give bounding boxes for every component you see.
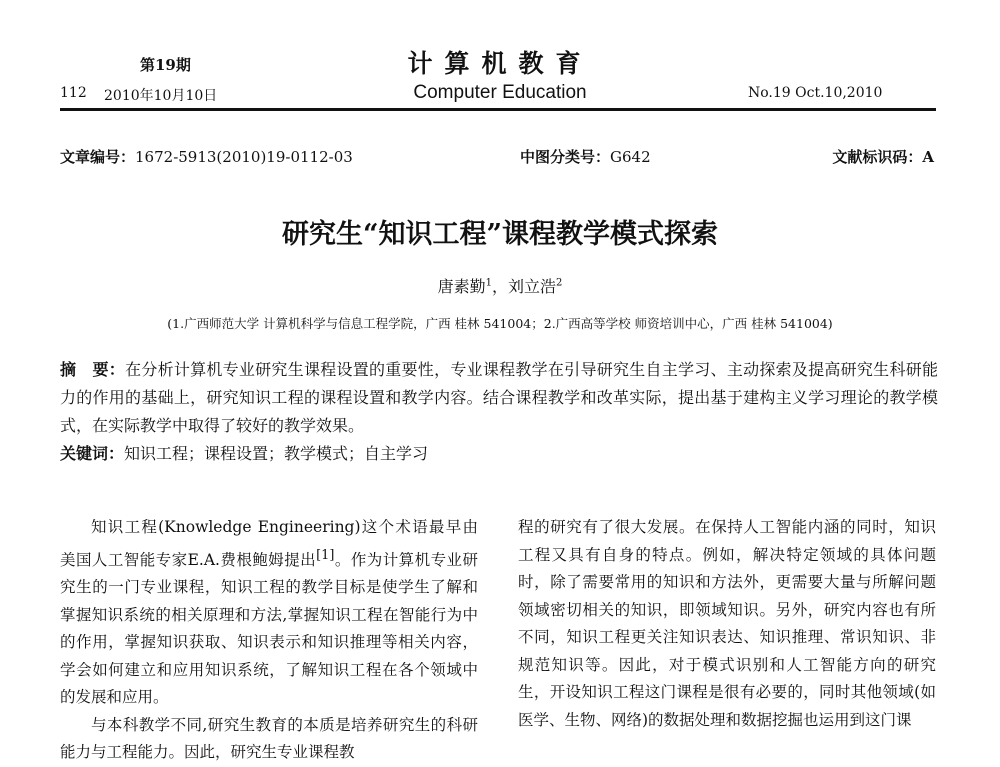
citation-ref: [1] (316, 547, 335, 563)
article-number (60, 146, 353, 167)
issue-number: No.19 Oct.10,2010 (748, 85, 883, 101)
article-number-value: 1672-5913(2010)19-0112-03 (135, 148, 353, 166)
document-code (832, 146, 934, 167)
header-rule (60, 108, 936, 111)
body-paragraph: 与本科教学不同,研究生教育的本质是培养研究生的科研能力与工程能力。因此，研究生专业课程教 (60, 715, 478, 762)
authors (0, 274, 1000, 297)
article-number-label: 文章编号： (60, 148, 136, 166)
abstract (60, 356, 938, 440)
body-column-right (518, 514, 936, 734)
article-title: 研究生“知识工程”课程教学模式探索 (281, 219, 719, 250)
keywords-text: 知识工程；课程设置；教学模式；自主学习 (124, 444, 429, 463)
author-2-affil-mark: 2 (556, 277, 563, 289)
clc-label: 中图分类号： (520, 148, 611, 166)
author-separator: ， (491, 277, 508, 296)
journal-subtitle: Computer Education (413, 82, 587, 103)
author-1: 唐素勤 (437, 277, 486, 296)
body-column-left (60, 514, 478, 767)
affiliations: (1.广西师范大学 计算机科学与信息工程学院，广西 桂林 541004；2.广西高等学校 师资培训中心，广西 桂林 541004) (167, 316, 833, 331)
publication-date: 2010年10月10日 (104, 88, 218, 104)
body-text: 知识工程(Knowledge Engineering)这个术语最早由美国人工智能专家E.A.费根鲍姆提出 (60, 518, 478, 569)
abstract-block (60, 356, 938, 468)
body-paragraph: 程的研究有了很大发展。在保持人工智能内涵的同时，知识工程又具有自身的特点。例如，解决特定领域的具体问题时，除了需要常用的知识和方法外，更需要大量与所解问题领域密切相关的知识，即领域知识。另外，研究内容也有所不同，知识工程更关注知识表达、知识推理、常识知识、非规范知识等。因此，对于模式识别和人工智能方向的研究生，开设知识工程这门课程是很有必要的，同时其他领域(如医学、生物、网络)的数据处理和数据挖掘也运用到这门课 (518, 518, 936, 729)
body-text: 。作为计算机专业研究生的一门专业课程，知识工程的教学目标是使学生了解和掌握知识系统的相关原理和方法,掌握知识工程在智能行为中的作用，掌握知识获取、知识表示和知识推理等相关内容，学会如何建立和应用知识系统，了解知识工程在各个领域中的发展和应用。 (60, 550, 478, 707)
author-1-affil-mark: 1 (485, 277, 492, 289)
author-2: 刘立浩 (508, 277, 557, 296)
abstract-text: 在分析计算机专业研究生课程设置的重要性，专业课程教学在引导研究生自主学习、主动探索及提高研究生科研能力的作用的基础上，研究知识工程的课程设置和教学内容。结合课程教学和改革实际，提出基于建构主义学习理论的教学模式，在实际教学中取得了较好的教学效果。 (60, 360, 938, 435)
journal-title: 计算机教育 (407, 49, 593, 78)
page-number: 112 (60, 85, 87, 101)
document-code-label: 文献标识码： (832, 148, 923, 166)
abstract-label: 摘 要： (60, 360, 126, 379)
keywords-label: 关键词： (60, 444, 125, 463)
document-code-value: A (922, 148, 934, 166)
body-paragraph (60, 514, 478, 712)
keywords (60, 440, 938, 468)
clc-number (520, 146, 651, 167)
clc-value: G642 (610, 148, 651, 166)
issue-label: 第19期 (140, 56, 191, 74)
